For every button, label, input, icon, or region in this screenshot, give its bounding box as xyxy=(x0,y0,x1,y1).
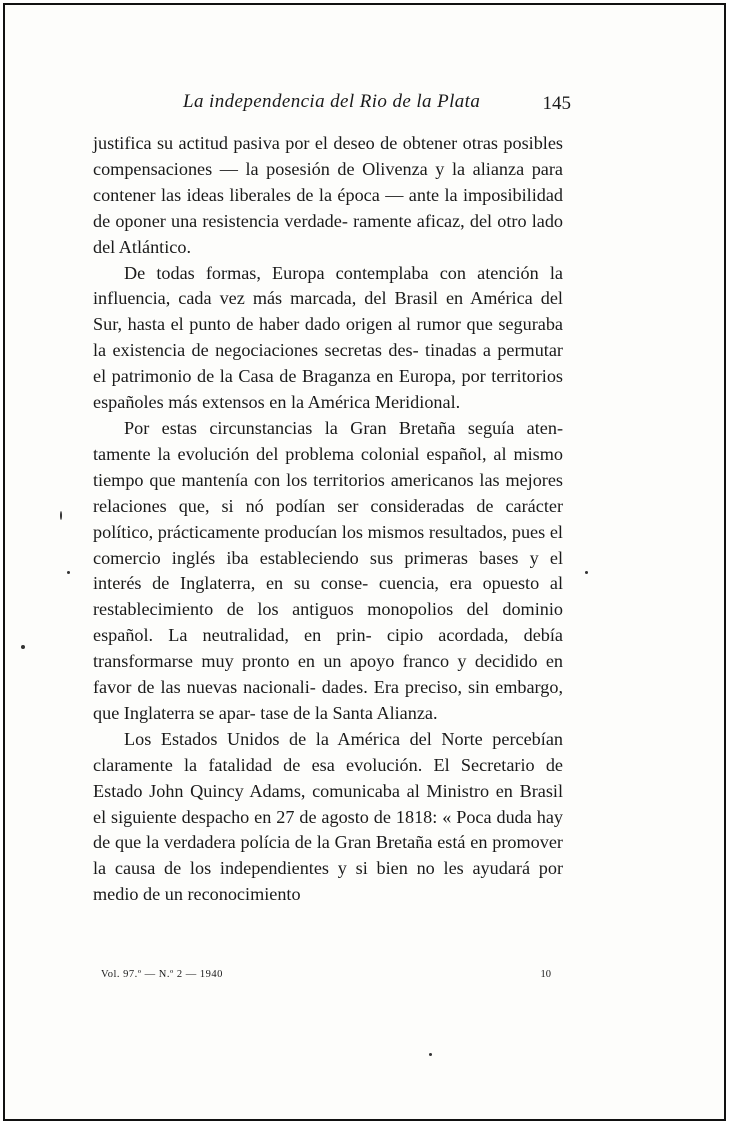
paragraph xyxy=(93,416,563,727)
text-line: cipio acordada, debía transformarse muy pronto en un xyxy=(93,625,563,672)
text-line: resultados, pues el comercio inglés iba estableciendo sus xyxy=(93,521,563,568)
text-line: alianza para contener las ideas liberales de la época — xyxy=(93,158,563,205)
paragraph xyxy=(93,261,563,416)
text-line: de carácter político, prácticamente producían los mismos xyxy=(93,495,563,542)
text-line: en Europa, por territorios españoles más extensos en la xyxy=(93,366,563,413)
text-line: y si bien no les ayudará por medio de un reconocimiento xyxy=(93,858,564,905)
text-line: « Poca duda hay de que la verdadera polícia de la Gran xyxy=(93,806,563,853)
text-line: mismo tiempo que mantenía con los territorios americanos xyxy=(93,443,563,490)
text-line: tamente la evolución del problema colonial español, al xyxy=(93,443,507,464)
page-number: 145 xyxy=(542,93,571,114)
text-line: las mejores relaciones que, si nó podían ser consideradas xyxy=(93,469,564,516)
scanned-page xyxy=(3,3,726,1121)
text-line: Brasil el siguiente despacho en 27 de agosto de 1818: xyxy=(93,780,564,827)
text-line: apoyo franco y decidido en favor de las nuevas nacionali- xyxy=(93,651,563,698)
scan-speck xyxy=(21,645,25,649)
text-line: justifica su actitud pasiva por el deseo de obtener otras xyxy=(93,133,498,153)
text-line: tase de la Santa Alianza. xyxy=(260,702,438,723)
text-line: claramente la fatalidad de esa evolución. El Secretario de xyxy=(93,754,563,775)
text-line: monopolios del dominio español. La neutralidad, en prin- xyxy=(93,599,564,646)
running-head xyxy=(93,91,571,119)
scan-speck xyxy=(429,1053,432,1056)
text-line: ramente aficaz, del otro lado del Atlántico. xyxy=(93,210,564,257)
paragraph xyxy=(93,131,563,261)
text-line: Bretaña está en promover la causa de los independientes xyxy=(93,832,563,879)
text-line: primeras bases y el interés de Inglaterra, en su conse- xyxy=(93,547,564,594)
text-line: De todas formas, Europa contemplaba con atención xyxy=(124,262,539,283)
text-line: Por estas circunstancias la Gran Bretaña seguía aten- xyxy=(124,417,563,438)
text-line: del Sur, hasta el punto de haber dado origen al rumor xyxy=(93,288,563,335)
paragraph xyxy=(93,727,563,908)
text-line: posibles compensaciones — la posesión de Olivenza y la xyxy=(93,133,563,179)
text-line: Los Estados Unidos de la América del Norte percebían xyxy=(124,728,563,749)
text-line: que seguraba la existencia de negociaciones secretas des- xyxy=(93,314,563,361)
scan-speck xyxy=(585,571,588,574)
body-text xyxy=(93,131,563,908)
text-line: dades. Era preciso, sin embargo, que Inglaterra se apar- xyxy=(93,677,563,723)
text-line: ante la imposibilidad de oponer una resistencia verdade- xyxy=(93,184,564,231)
volume-signature: Vol. 97.º — N.º 2 — 1940 xyxy=(101,969,223,980)
text-line: Estado John Quincy Adams, comunicaba al Ministro en xyxy=(93,780,513,801)
text-line: cuencia, era opuesto al restablecimiento de los antiguos xyxy=(93,573,563,620)
scan-speck xyxy=(67,571,70,574)
gathering-number: 10 xyxy=(540,969,551,980)
page-footer xyxy=(93,969,563,985)
scan-speck xyxy=(60,511,62,520)
text-line: tinadas a permutar el patrimonio de la Casa de Braganza xyxy=(93,340,563,387)
text-line: América Meridional. xyxy=(307,392,461,413)
running-title: La independencia del Rio de la Plata xyxy=(183,91,481,112)
text-line: la influencia, cada vez más marcada, del Brasil en América xyxy=(93,262,564,309)
